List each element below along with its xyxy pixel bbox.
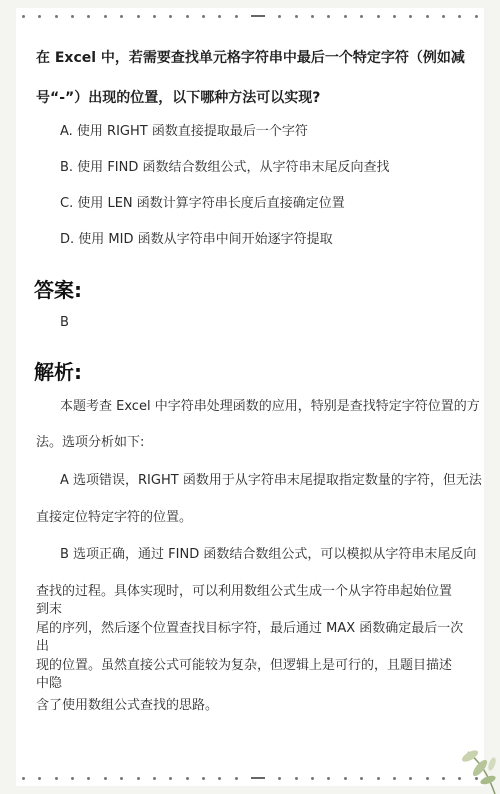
border-dot xyxy=(311,777,314,780)
border-dot xyxy=(169,15,172,18)
border-dot xyxy=(218,777,221,780)
border-dot xyxy=(137,777,140,780)
analysis-para3-line1: B 选项正确，通过 FIND 函数结合数组公式，可以模拟从字符串末尾反向 xyxy=(60,547,477,562)
border-dot xyxy=(278,15,281,18)
leaf-decoration-icon xyxy=(440,724,500,794)
border-dot xyxy=(327,15,330,18)
border-dot xyxy=(458,15,461,18)
border-dot xyxy=(393,777,396,780)
border-dot xyxy=(377,777,380,780)
border-dot xyxy=(409,15,412,18)
border-dot xyxy=(295,777,298,780)
border-dash xyxy=(251,15,265,17)
analysis-para2-line1: A 选项错误，RIGHT 函数用于从字符串末尾提取指定数量的字符，但无法 xyxy=(60,473,482,488)
border-dot xyxy=(55,777,58,780)
border-dot xyxy=(311,15,314,18)
border-dot xyxy=(22,15,25,18)
analysis-para1-line1: 本题考查 Excel 中字符串处理函数的应用，特别是查找特定字符位置的方 xyxy=(60,399,480,414)
question-line-2: 号“-”）出现的位置，以下哪种方法可以实现? xyxy=(36,90,321,106)
border-dot xyxy=(409,777,412,780)
border-dot xyxy=(71,777,74,780)
border-dot xyxy=(344,777,347,780)
analysis-para3-line2: 查找的过程。具体实现时，可以利用数组公式生成一个从字符串起始位置到末 xyxy=(36,584,453,617)
border-dot xyxy=(393,15,396,18)
border-dot xyxy=(153,777,156,780)
analysis-para3-line3: 尾的序列，然后逐个位置查找目标字符，最后通过 MAX 函数确定最后一次出 xyxy=(36,621,464,654)
analysis-para2-line2: 直接定位特定字符的位置。 xyxy=(36,510,193,525)
border-dot xyxy=(137,15,140,18)
border-dot xyxy=(186,777,189,780)
border-dot xyxy=(360,15,363,18)
option-d: D. 使用 MID 函数从字符串中间开始逐字符提取 xyxy=(60,232,333,247)
border-dot xyxy=(278,777,281,780)
border-dot xyxy=(104,777,107,780)
border-dash xyxy=(251,777,265,779)
option-a: A. 使用 RIGHT 函数直接提取最后一个字符 xyxy=(60,124,308,139)
analysis-para3-line4: 现的位置。虽然直接公式可能较为复杂，但逻辑上是可行的，且题目描述中隐 xyxy=(36,658,453,691)
top-dotted-border xyxy=(22,12,478,20)
border-dot xyxy=(218,15,221,18)
border-dot xyxy=(104,15,107,18)
question-line-1: 在 Excel 中，若需要查找单元格字符串中最后一个特定字符（例如减 xyxy=(36,50,465,66)
option-c: C. 使用 LEN 函数计算字符串长度后直接确定位置 xyxy=(60,196,345,211)
border-dot xyxy=(22,777,25,780)
border-dot xyxy=(377,15,380,18)
border-dot xyxy=(426,777,429,780)
border-dot xyxy=(169,777,172,780)
border-dot xyxy=(360,777,363,780)
border-dot xyxy=(295,15,298,18)
answer-heading: 答案: xyxy=(34,278,82,302)
border-dot xyxy=(120,15,123,18)
option-b: B. 使用 FIND 函数结合数组公式，从字符串末尾反向查找 xyxy=(60,160,390,175)
border-dot xyxy=(344,15,347,18)
border-dot xyxy=(202,777,205,780)
answer-value: B xyxy=(60,315,69,330)
border-dot xyxy=(38,777,41,780)
bottom-dotted-border xyxy=(22,774,478,782)
border-dot xyxy=(153,15,156,18)
analysis-para3-line5: 含了使用数组公式查找的思路。 xyxy=(36,698,219,713)
analysis-heading: 解析: xyxy=(34,360,82,384)
border-dot xyxy=(71,15,74,18)
border-dot xyxy=(38,15,41,18)
border-dot xyxy=(327,777,330,780)
border-dot xyxy=(55,15,58,18)
border-dot xyxy=(235,777,238,780)
border-dot xyxy=(87,15,90,18)
border-dot xyxy=(120,777,123,780)
border-dot xyxy=(442,15,445,18)
border-dot xyxy=(87,777,90,780)
border-dot xyxy=(475,15,478,18)
analysis-para1-line2: 法。选项分析如下: xyxy=(36,435,145,450)
border-dot xyxy=(202,15,205,18)
border-dot xyxy=(426,15,429,18)
border-dot xyxy=(235,15,238,18)
border-dot xyxy=(186,15,189,18)
